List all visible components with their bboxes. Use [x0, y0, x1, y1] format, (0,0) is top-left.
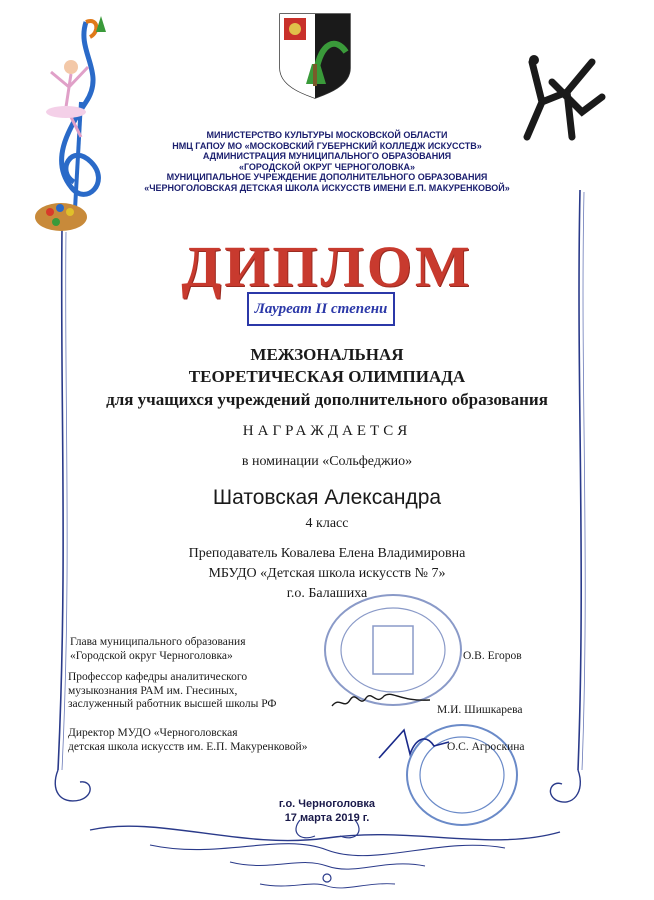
signatory-title-3: Директор МУДО «Черноголовская детская школа искусств им. Е.П. Макуренковой»: [68, 727, 308, 753]
signatory-title-2: Профессор кафедры аналитического музыкознания РАМ им. Гнесиных, заслуженный работник высшей школы РФ: [68, 671, 277, 710]
org-line: НМЦ ГАПОУ МО «МОСКОВСКИЙ ГУБЕРНСКИЙ КОЛЛЕДЖ ИСКУССТВ»: [172, 140, 482, 151]
recipient-name: Шатовская Александра: [212, 486, 442, 509]
diploma-title: ДИПЛОМ: [181, 234, 473, 299]
school-name: МБУДО «Детская школа искусств № 7»: [208, 566, 446, 581]
music-art-logo: [26, 12, 126, 242]
teacher-name: Преподаватель Ковалева Елена Владимировна: [188, 546, 466, 561]
signature-shishkareva: [330, 686, 440, 716]
coat-of-arms-emblem: [276, 12, 354, 100]
footer-place: г.о. Черноголовка: [278, 798, 376, 810]
award-stamp: Лауреат II степени: [247, 292, 395, 326]
organization-header: [0, 130, 654, 194]
org-line: «ГОРОДСКОЙ ОКРУГ ЧЕРНОГОЛОВКА»: [238, 161, 416, 172]
org-line: МИНИСТЕРСТВО КУЛЬТУРЫ МОСКОВСКОЙ ОБЛАСТИ: [206, 130, 448, 140]
recipient-grade: 4 класс: [305, 516, 349, 531]
awarded-label: НАГРАЖДАЕТСЯ: [242, 423, 412, 439]
signature-agroskina: [374, 724, 454, 764]
city: г.о. Балашиха: [286, 586, 368, 601]
signatory-name-3: О.С. Агроскина: [447, 741, 525, 753]
org-line: «ЧЕРНОГОЛОВСКАЯ ДЕТСКАЯ ШКОЛА ИСКУССТВ ИМЕНИ Е.П. МАКУРЕНКОВОЙ»: [144, 182, 510, 193]
signatory-title-1: Глава муниципального образования «Городской округ Черноголовка»: [70, 636, 246, 662]
event-line-1: МЕЖЗОНАЛЬНАЯ: [250, 345, 404, 364]
org-line: МУНИЦИПАЛЬНОЕ УЧРЕЖДЕНИЕ ДОПОЛНИТЕЛЬНОГО ОБРАЗОВАНИЯ: [166, 172, 488, 183]
footer: [0, 797, 654, 825]
org-line: АДМИНИСТРАЦИЯ МУНИЦИПАЛЬНОГО ОБРАЗОВАНИЯ: [202, 151, 452, 162]
signatory-name-2: М.И. Шишкарева: [437, 704, 523, 716]
event-line-3: для учащихся учреждений дополнительного образования: [106, 390, 548, 409]
signatory-name-1: О.В. Егоров: [463, 650, 522, 662]
nomination: в номинации «Сольфеджио»: [241, 454, 413, 469]
event-line-2: ТЕОРЕТИЧЕСКАЯ ОЛИМПИАДА: [188, 367, 466, 386]
footer-date: 17 марта 2019 г.: [284, 812, 370, 824]
